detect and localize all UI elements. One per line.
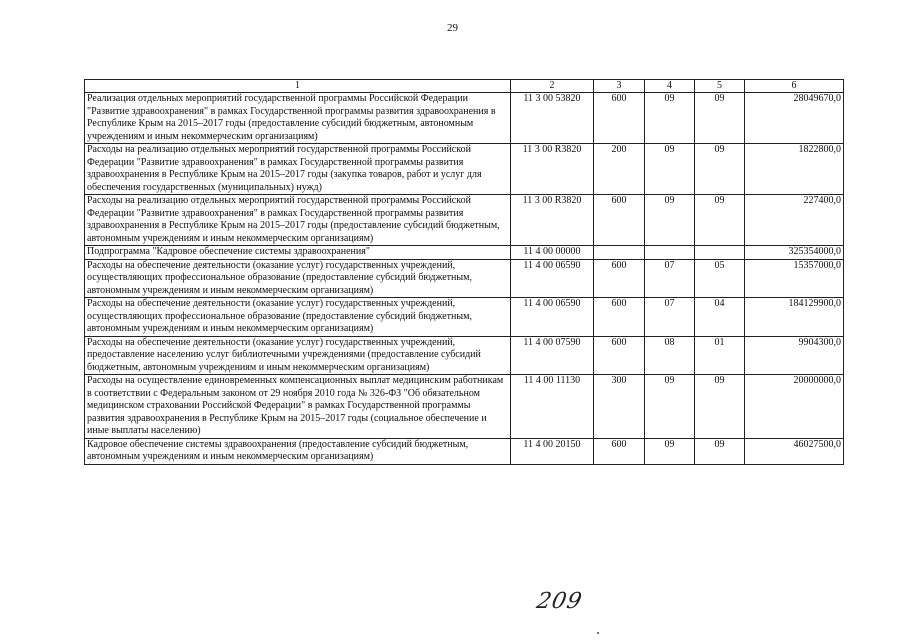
table-row (85, 438, 844, 464)
column-header: 5 (695, 80, 745, 93)
row-amount: 28049670,0 (745, 93, 844, 144)
page-number: 29 (447, 22, 458, 34)
table-header-row (85, 80, 844, 93)
table-row (85, 195, 844, 246)
row-subsection: 09 (695, 144, 745, 195)
table-row (85, 298, 844, 337)
table-row (85, 144, 844, 195)
table-row (85, 246, 844, 260)
row-section: 07 (645, 298, 695, 337)
row-name: Реализация отдельных мероприятий государственной программы Российской Федерации "Развитие здравоохранения" в рамках Государственной программы развития здравоохранения в Республике Крым на 2015–2017 годы (предоставление субсидий бюджетным, автономным учреждениям и иным некоммерческим организациям) (85, 93, 511, 144)
row-subsection: 09 (695, 93, 745, 144)
budget-table (84, 79, 844, 465)
scan-mark (597, 632, 599, 634)
row-section: 08 (645, 336, 695, 375)
row-name: Подпрограмма "Кадровое обеспечение системы здравоохранения" (85, 246, 511, 260)
row-name: Расходы на обеспечение деятельности (оказание услуг) государственных учреждений, осуществляющих профессиональное образование (предоставление субсидий бюджетным, автономным учреждениям и иным некоммерческим организациям) (85, 259, 511, 298)
column-header: 3 (594, 80, 645, 93)
row-type: 600 (594, 438, 645, 464)
row-amount: 1822800,0 (745, 144, 844, 195)
row-type: 600 (594, 298, 645, 337)
row-code: 11 4 00 11130 (511, 375, 594, 439)
row-amount: 227400,0 (745, 195, 844, 246)
row-section: 07 (645, 259, 695, 298)
row-type: 600 (594, 336, 645, 375)
row-subsection: 05 (695, 259, 745, 298)
row-amount: 20000000,0 (745, 375, 844, 439)
column-header: 1 (85, 80, 511, 93)
table-row (85, 259, 844, 298)
row-subsection (695, 246, 745, 260)
row-subsection: 09 (695, 195, 745, 246)
row-name: Расходы на обеспечение деятельности (оказание услуг) государственных учреждений, осуществляющих профессиональное образование (предоставление субсидий бюджетным, автономным учреждениям и иным некоммерческим организациям) (85, 298, 511, 337)
row-subsection: 01 (695, 336, 745, 375)
row-section: 09 (645, 375, 695, 439)
row-code: 11 4 00 06590 (511, 298, 594, 337)
row-type: 200 (594, 144, 645, 195)
row-code: 11 4 00 06590 (511, 259, 594, 298)
row-type: 600 (594, 259, 645, 298)
table-row (85, 336, 844, 375)
handwritten-page-number: 209 (534, 589, 585, 614)
row-name: Расходы на реализацию отдельных мероприятий государственной программы Российской Федерации "Развитие здравоохранения" в рамках Государственной программы развития здравоохранения в Республике Крым на 2015–2017 годы (закупка товаров, работ и услуг для обеспечения государственных (муниципальных) нужд) (85, 144, 511, 195)
row-amount: 15357000,0 (745, 259, 844, 298)
row-code: 11 3 00 53820 (511, 93, 594, 144)
row-section: 09 (645, 195, 695, 246)
row-amount: 184129900,0 (745, 298, 844, 337)
row-subsection: 09 (695, 375, 745, 439)
table-row (85, 93, 844, 144)
row-code: 11 4 00 07590 (511, 336, 594, 375)
row-code: 11 4 00 00000 (511, 246, 594, 260)
table-row (85, 375, 844, 439)
row-subsection: 09 (695, 438, 745, 464)
row-code: 11 3 00 R3820 (511, 144, 594, 195)
row-section: 09 (645, 144, 695, 195)
row-amount: 325354000,0 (745, 246, 844, 260)
row-name: Расходы на реализацию отдельных мероприятий государственной программы Российской Федерации "Развитие здравоохранения" в рамках Государственной программы развития здравоохранения в Республике Крым на 2015–2017 годы (предоставление субсидий бюджетным, автономным учреждениям и иным некоммерческим организациям) (85, 195, 511, 246)
column-header: 2 (511, 80, 594, 93)
row-type: 600 (594, 93, 645, 144)
row-name: Расходы на осуществление единовременных компенсационных выплат медицинским работникам в соответствии с Федеральным законом от 29 ноября 2010 года № 326-ФЗ "Об обязательном медицинском страховании Российской Федерации" в рамках Государственной программы развития здравоохранения в Республике Крым на 2015–2017 годы (социальное обеспечение и иные выплаты населению) (85, 375, 511, 439)
row-code: 11 3 00 R3820 (511, 195, 594, 246)
row-type: 600 (594, 195, 645, 246)
column-header: 4 (645, 80, 695, 93)
row-code: 11 4 00 20150 (511, 438, 594, 464)
row-name: Расходы на обеспечение деятельности (оказание услуг) государственных учреждений, предоставление населению услуг библиотечными учреждениями (предоставление субсидий бюджетным, автономным учреждениям и иным некоммерческим организациям) (85, 336, 511, 375)
row-section: 09 (645, 93, 695, 144)
row-amount: 9904300,0 (745, 336, 844, 375)
row-section: 09 (645, 438, 695, 464)
row-amount: 46027500,0 (745, 438, 844, 464)
row-type (594, 246, 645, 260)
row-name: Кадровое обеспечение системы здравоохранения (предоставление субсидий бюджетным, автономным учреждениям и иным некоммерческим организациям) (85, 438, 511, 464)
column-header: 6 (745, 80, 844, 93)
row-type: 300 (594, 375, 645, 439)
row-subsection: 04 (695, 298, 745, 337)
row-section (645, 246, 695, 260)
